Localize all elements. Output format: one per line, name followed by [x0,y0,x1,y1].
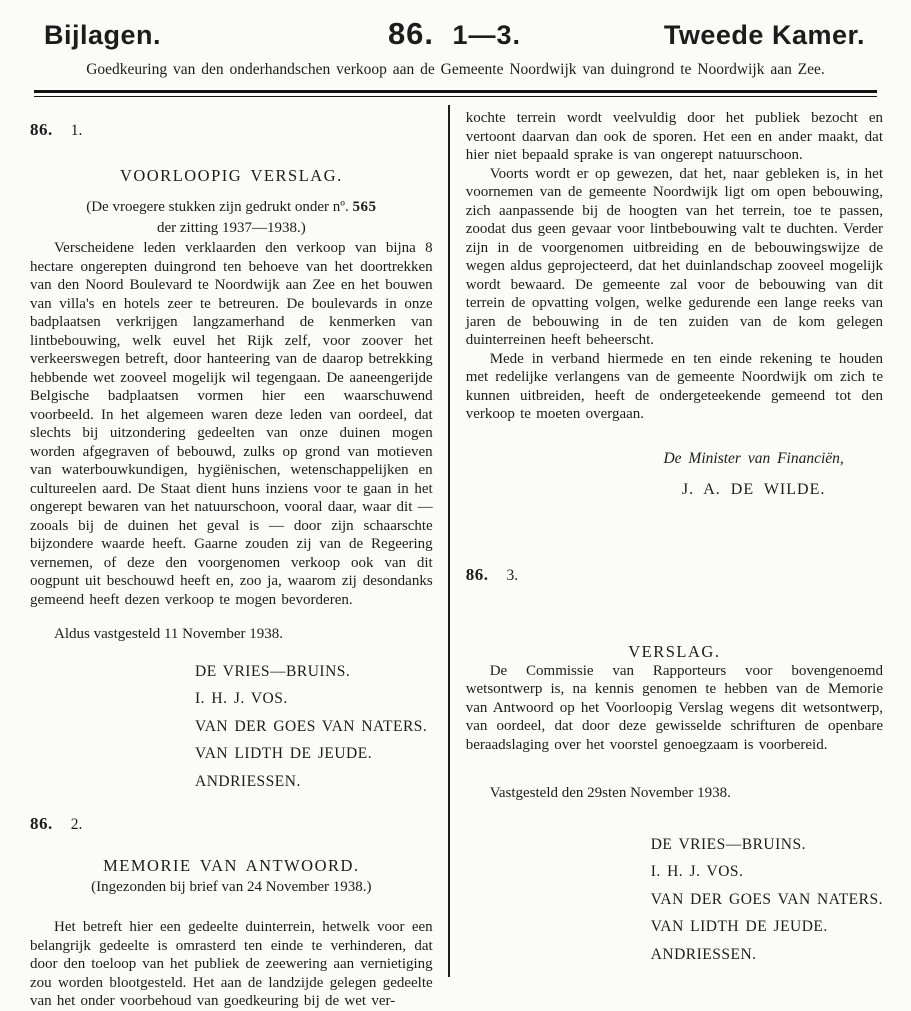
section-1-note-prefix: (De vroegere stukken zijn gedrukt onder nº. [86,199,349,215]
section-2-item-number: 2. [70,816,83,833]
verslag-heading: VERSLAG. [628,642,721,661]
section-1-paragraph: Verscheidene leden verklaarden den verkoop van bijna 8 hectare ongerepten duingrond ten behoeve van het doortrekken van den Noord Boulevard te Noordwijk aan Zee en het bouwen van villa's en hotels zeer te betreuren. De boulevards in onze badplaatsen verkrijgen langzamerhand de kenmerken van lintbebouwing, welk euvel het Rijk zelf, voor zoover het verkeerswegen betreft, door hanteering van de daarop betrekking hebbende wet zooveel mogelijk wil tegengaan. De aaneengerijde Belgische badplaatsen vormen hier een waarschuwend voorbeeld. In het algemeen waren deze leden van oordeel, dat slechts bij uitzondering gedeelten van onze duinen mogen worden afgegraven of bebouwd, zulks op grond van motieven van waterbouwkundigen, hygiënischen, wetenschappelijken en cultureelen aard. De Staat dient huns inziens voor te gaan in het ongerept bewaren van het natuurschoon, vooral daar, waar dit — zooals bij de duinen het geval is — door zijn schaarschte bijzondere waarde heeft. Gaarne zouden zij van de Regeering vernemen, of deze den voorgenomen verkoop ook van dit oogpunt uit beschouwd heeft en, zoo ja, waarom zij desondanks gemeend heeft dezen verkoop te mogen bevorderen. [30,240,433,608]
open-bebouwing-paragraph: Voorts wordt er op gewezen, dat het, naar gebleken is, in het voornemen van de gemeente Noordwijk ligt om open bebouwing, zich aanpassende bij de hoogten van het terrein, toe te passen, zoodat dus geen gevaar voor lintbebouwing valt te duchten. Verder zijn in de voorgenomen uitbreiding en de bebouwingswijze de wegen aldus geprojecteerd, dat het duinlandschap zooveel mogelijk wordt bewaard. De gemeente zal voor de bebouwing van dit terrein de opvatting volgen, welke gedurende een lange reeks van jaren de bebouwing in de ten zuiden van de kom gelegen duinterreinen heeft beheerscht. [465,165,883,348]
minister-name: J. A. DE WILDE. [681,481,826,498]
kamer-label: Tweede Kamer. [663,20,865,50]
document-body [0,105,911,1011]
section-3-item-number: 3. [506,566,519,584]
section-1-label [30,121,433,141]
section-2-paragraph: Het betreft hier een gedeelte duinterrein, hetwelk voor een belangrijk gedeelte is omrasterd ten einde te verhinderen, dat door den toeloop van het publiek de zeewering aan vernietiging zou worden blootgesteld. Het aan de landzijde gelegen gedeelte van het onder voorbehoud van goedkeuring bij de wet ver- [30,919,433,1009]
right-column [450,105,883,1011]
minister-title: De Minister van Financiën, [663,449,844,467]
section-1-note-line2: der zitting 1937—1938.) [156,220,306,236]
section-2-doc-number: 86. [30,814,53,833]
section-3-paragraph: De Commissie van Rapporteurs voor bovengenoemd wetsontwerp is, na kennis genomen te hebben van de Memorie van Antwoord op het Voorloopig Verslag wegens dit wetsontwerp, van oordeel, dat door deze gewisselde schrifturen de openbare beraadslaging over het voorstel genoegzaam is voorbereid. [465,662,883,753]
section-2-label [30,815,433,835]
bijlagen-label: Bijlagen. [44,20,162,50]
section-1-item-number: 1. [70,122,83,139]
left-column [30,105,448,1011]
signature-list-2 [651,831,883,969]
signature-name: ANDRIESSEN. [195,772,301,790]
document-masthead [0,0,911,52]
minister-signature-block [624,450,883,500]
voorloopig-verslag-heading: VOORLOOPIG VERSLAG. [119,165,343,185]
continuation-paragraph: kochte terrein wordt veelvuldig door het publiek bezocht en vertoont daarvan dan ook de sporen. Het een en ander maakt, dat hier niet bepaald sprake is van ongerept natuurschoon. [465,110,883,163]
document-number-group [388,16,521,52]
section-3-label [466,566,883,586]
document-subtitle: Goedkeuring van den onderhandschen verkoop aan de Gemeente Noordwijk van duingrond te Noordwijk aan Zee. [86,61,825,78]
signature-name: I. H. J. VOS. [650,863,744,880]
signature-name: VAN LIDTH DE JEUDE. [195,745,373,762]
memorie-van-antwoord-heading: MEMORIE VAN ANTWOORD. [103,855,360,875]
signature-name: ANDRIESSEN. [650,945,757,963]
section-1-note [30,197,433,239]
signature-name: DE VRIES—BRUINS. [195,662,351,680]
signature-name: VAN LIDTH DE JEUDE. [650,918,828,935]
section-1-doc-number: 86. [30,120,53,139]
document-range: 1—3. [452,20,522,50]
header-double-rule [34,90,877,97]
document-number: 86. [387,16,435,51]
section-1-dateline: Aldus vastgesteld 11 November 1938. [54,626,283,642]
signature-list-1 [195,658,433,796]
signature-name: I. H. J. VOS. [195,690,288,707]
mede-in-verband-paragraph: Mede in verband hiermede en ten einde rekening te houden met redelijke verlangens van de gemeente Noordwijk om zich te kunnen uitbreiden, heeft de ondergeteekende gemeend tot den verkoop te moeten overgaan. [465,350,883,422]
section-1-note-ref: 565 [352,199,377,215]
signature-name: DE VRIES—BRUINS. [650,835,806,853]
section-3-doc-number: 86. [465,564,489,584]
signature-name: VAN DER GOES VAN NATERS. [650,890,883,908]
section-2-note: (Ingezonden bij brief van 24 November 1938.) [91,879,372,895]
signature-name: VAN DER GOES VAN NATERS. [195,717,428,735]
section-3-dateline: Vastgesteld den 29sten November 1938. [489,785,731,801]
